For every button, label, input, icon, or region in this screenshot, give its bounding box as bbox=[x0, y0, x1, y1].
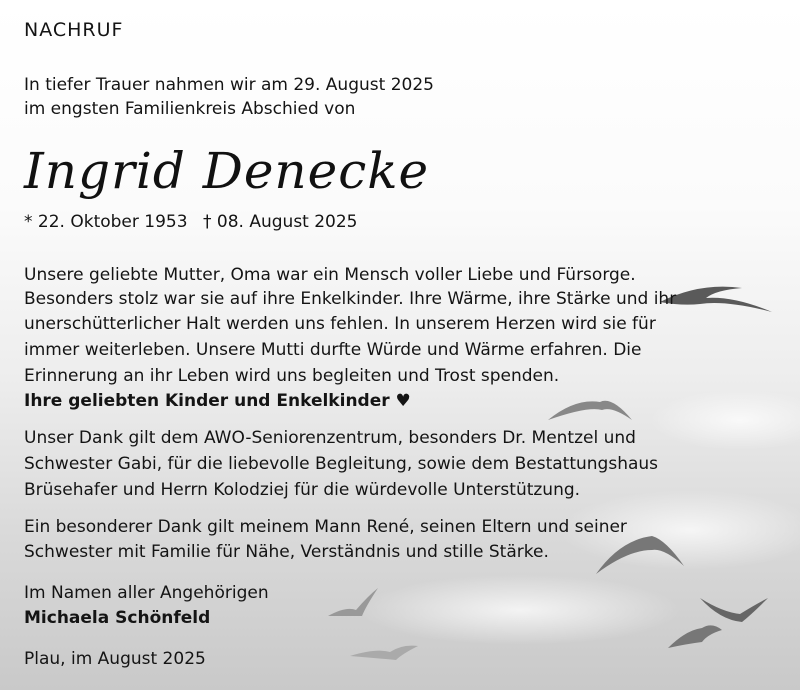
intro-line: In tiefer Trauer nahmen wir am 29. August 2025 bbox=[24, 75, 434, 95]
place-date: Plau, im August 2025 bbox=[24, 649, 206, 669]
death-date: † 08. August 2025 bbox=[203, 212, 358, 232]
paragraph-line: immer weiterleben. Unsere Mutti durfte Würde und Wärme erfahren. Die bbox=[24, 340, 642, 360]
paragraph-line: Unsere geliebte Mutter, Oma war ein Mensch voller Liebe und Fürsorge. bbox=[24, 265, 636, 285]
paragraph-line: Schwester Gabi, für die liebevolle Begleitung, sowie dem Bestattungshaus bbox=[24, 454, 659, 474]
closing-line: Im Namen aller Angehörigen bbox=[24, 583, 269, 603]
paragraph-line: Ein besonderer Dank gilt meinem Mann René, seinen Eltern und seiner bbox=[24, 517, 627, 537]
family-signature: Ihre geliebten Kinder und Enkelkinder ♥ bbox=[24, 391, 411, 411]
paragraph-line: Besonders stolz war sie auf ihre Enkelkinder. Ihre Wärme, ihre Stärke und ihr bbox=[24, 289, 677, 309]
paragraph-line: Schwester mit Familie für Nähe, Verständnis und stille Stärke. bbox=[24, 542, 549, 562]
paragraph-line: Erinnerung an ihr Leben wird uns begleiten und Trost spenden. bbox=[24, 366, 560, 386]
birth-date: * 22. Oktober 1953 bbox=[24, 212, 188, 232]
paragraph-line: unerschütterlicher Halt werden uns fehlen. In unserem Herzen wird sie für bbox=[24, 314, 656, 334]
signer-name: Michaela Schönfeld bbox=[24, 608, 211, 628]
notice-heading: NACHRUF bbox=[24, 19, 124, 41]
paragraph-line: Unser Dank gilt dem AWO-Seniorenzentrum, besonders Dr. Mentzel und bbox=[24, 428, 636, 448]
deceased-name: Ingrid Denecke bbox=[24, 142, 430, 200]
paragraph-line: Brüsehafer und Herrn Kolodziej für die würdevolle Unterstützung. bbox=[24, 480, 581, 500]
intro-line: im engsten Familienkreis Abschied von bbox=[24, 99, 356, 119]
